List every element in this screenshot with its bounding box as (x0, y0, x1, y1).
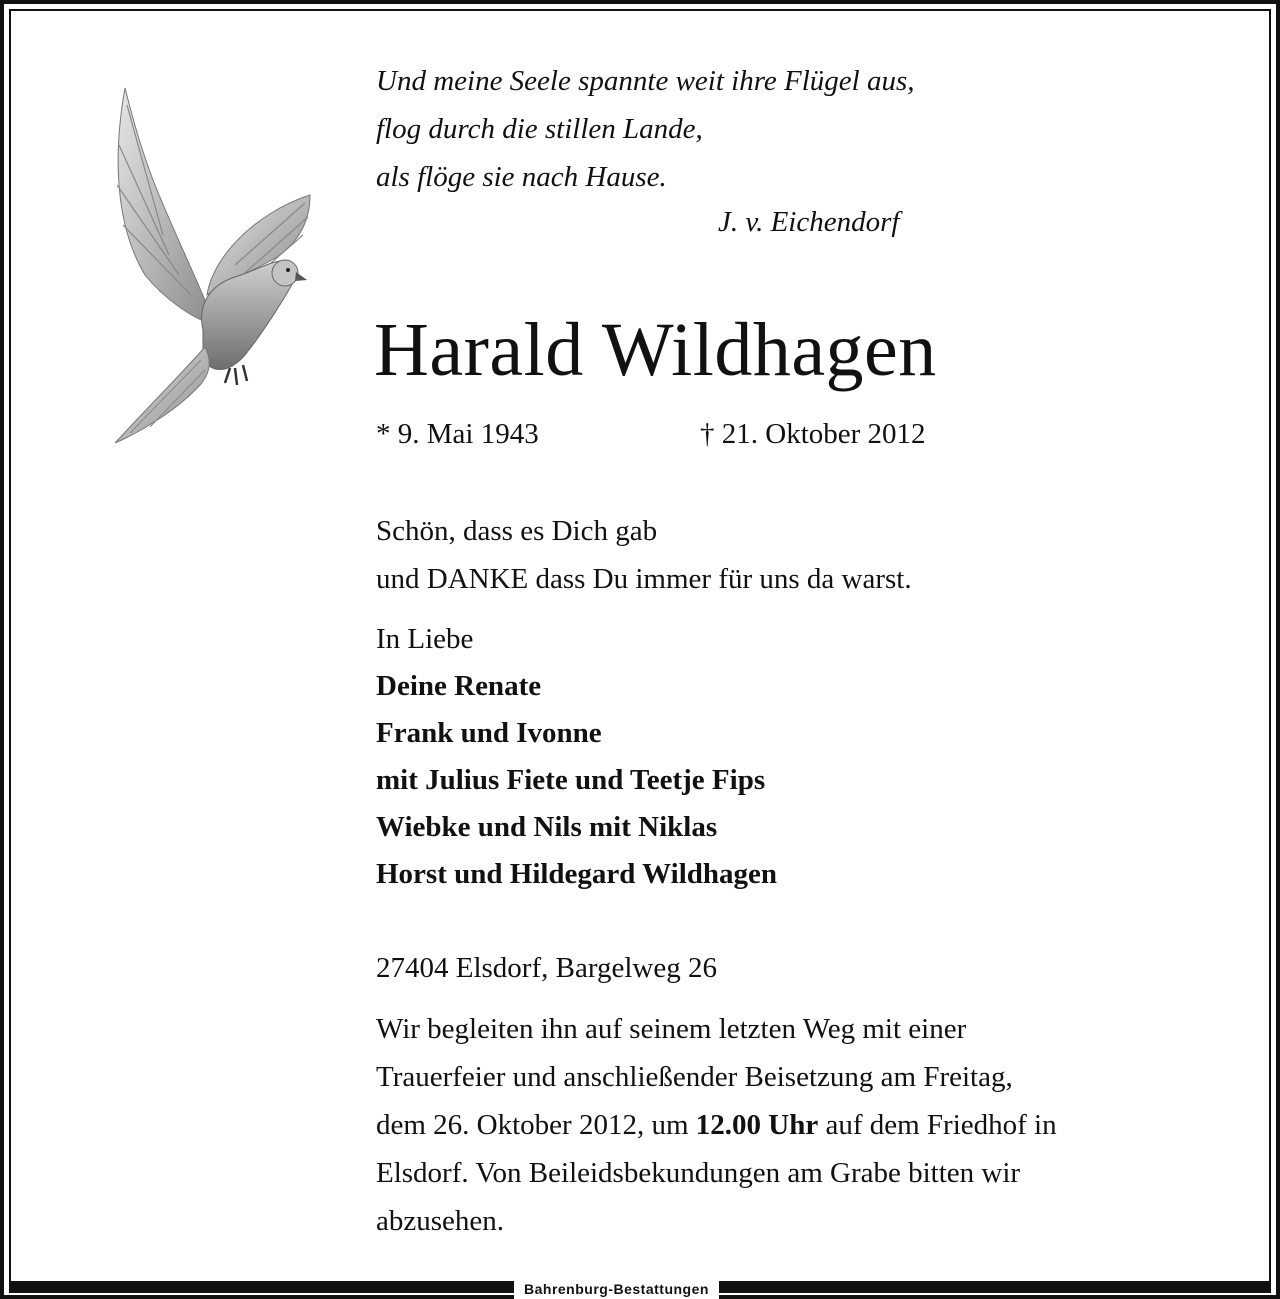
thanks-text (376, 507, 912, 603)
funeral-time: 12.00 Uhr (695, 1109, 819, 1141)
mourners-list (376, 663, 777, 898)
birth-date: * 9. Mai 1943 (376, 418, 539, 450)
funeral-line (376, 1101, 1236, 1149)
mourner-name: Wiebke und Nils mit Niklas (376, 811, 718, 843)
thanks-line: Schön, dass es Dich gab (376, 515, 658, 547)
poem-author: J. v. Eichendorf (718, 206, 900, 238)
footer-label: Bahrenburg-Bestattungen (514, 1279, 719, 1299)
death-date: † 21. Oktober 2012 (700, 418, 926, 450)
funeral-line: Wir begleiten ihn auf seinem letzten Weg mit einer (376, 1013, 967, 1045)
dove-icon (105, 85, 325, 450)
funeral-notice (376, 1005, 1236, 1245)
address: 27404 Elsdorf, Bargelweg 26 (376, 952, 717, 984)
poem (376, 57, 915, 201)
mourner-name: Frank und Ivonne (376, 717, 602, 749)
funeral-date-text: dem 26. Oktober 2012, um (376, 1109, 696, 1141)
mourners-intro: In Liebe (376, 623, 474, 655)
poem-line: flog durch die stillen Lande, (376, 113, 703, 145)
deceased-name: Harald Wildhagen (374, 308, 937, 392)
funeral-line: abzusehen. (376, 1205, 505, 1237)
mourner-name: mit Julius Fiete und Teetje Fips (376, 764, 766, 796)
funeral-line: Trauerfeier und anschließender Beisetzung am Freitag, (376, 1061, 1013, 1093)
thanks-line: und DANKE dass Du immer für uns da warst. (376, 563, 912, 595)
poem-line: Und meine Seele spannte weit ihre Flügel aus, (376, 65, 915, 97)
mourner-name: Horst und Hildegard Wildhagen (376, 858, 778, 890)
funeral-line: Elsdorf. Von Beileidsbekundungen am Grabe bitten wir (376, 1157, 1021, 1189)
poem-line: als flöge sie nach Hause. (376, 161, 667, 193)
mourner-name: Deine Renate (376, 670, 542, 702)
funeral-place-text: auf dem Friedhof in (818, 1109, 1057, 1141)
